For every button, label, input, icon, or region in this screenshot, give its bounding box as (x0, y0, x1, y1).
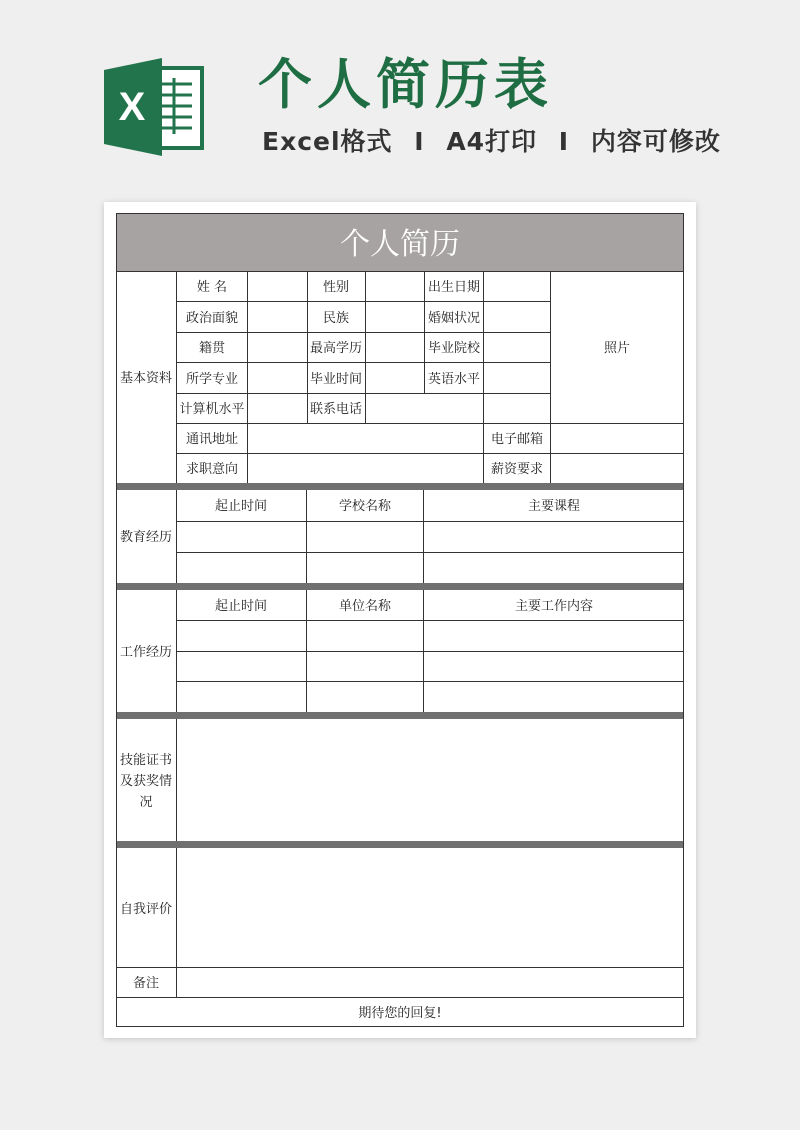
label-name: 姓 名 (196, 280, 228, 295)
label-political-status: 政治面貌 (185, 311, 239, 326)
label-major: 所学专业 (185, 372, 239, 387)
label-job-intention: 求职意向 (185, 462, 239, 477)
section-label-remarks: 备注 (132, 976, 160, 991)
label-graduated-school: 毕业院校 (427, 341, 481, 356)
label-email: 电子邮箱 (490, 432, 544, 447)
label-photo: 照片 (603, 341, 631, 356)
subtitle-separator: I (414, 127, 425, 156)
label-marital-status: 婚姻状况 (427, 311, 481, 326)
subtitle-format: Excel格式 (262, 127, 393, 156)
header-work-duties: 主要工作内容 (514, 599, 594, 614)
label-graduation-time: 毕业时间 (309, 372, 363, 387)
section-label-skills-line2: 及获奖情 (119, 774, 173, 789)
header-edu-courses: 主要课程 (527, 499, 581, 514)
section-label-self-eval: 自我评价 (119, 902, 173, 917)
subtitle-print: A4打印 (446, 127, 538, 156)
label-address: 通讯地址 (185, 432, 239, 447)
subtitle (262, 126, 721, 158)
section-label-skills-line3: 况 (139, 795, 153, 810)
section-label-education: 教育经历 (119, 530, 173, 545)
subtitle-separator: I (558, 127, 570, 156)
header-work-company: 单位名称 (338, 599, 392, 614)
label-computer-level: 计算机水平 (179, 402, 245, 417)
header-edu-school: 学校名称 (338, 499, 392, 514)
section-label-skills-line1: 技能证书 (119, 753, 173, 768)
form-title: 个人简历 (340, 227, 460, 262)
table-grid (116, 214, 684, 1027)
section-separators (116, 483, 684, 848)
form-footer: 期待您的回复! (358, 1006, 442, 1021)
subtitle-editable: 内容可修改 (590, 127, 721, 156)
label-ethnicity: 民族 (322, 311, 350, 326)
header-work-period: 起止时间 (214, 599, 268, 614)
label-native-place: 籍贯 (198, 341, 226, 356)
section-label-basic: 基本资料 (119, 371, 173, 386)
form-labels (120, 279, 630, 1021)
label-english-level: 英语水平 (427, 372, 481, 387)
resume-sheet (104, 202, 696, 1038)
label-salary-expectation: 薪资要求 (490, 462, 544, 477)
section-label-work: 工作经历 (119, 645, 173, 660)
label-gender: 性别 (322, 280, 350, 295)
excel-logo-icon (104, 58, 204, 156)
logo-letter: X (118, 85, 146, 129)
page-title: 个人简历表 (258, 53, 553, 116)
label-highest-degree: 最高学历 (309, 341, 363, 356)
resume-form (104, 202, 696, 1038)
label-birth-date: 出生日期 (427, 280, 481, 295)
header-edu-period: 起止时间 (214, 499, 268, 514)
label-phone: 联系电话 (309, 402, 363, 417)
